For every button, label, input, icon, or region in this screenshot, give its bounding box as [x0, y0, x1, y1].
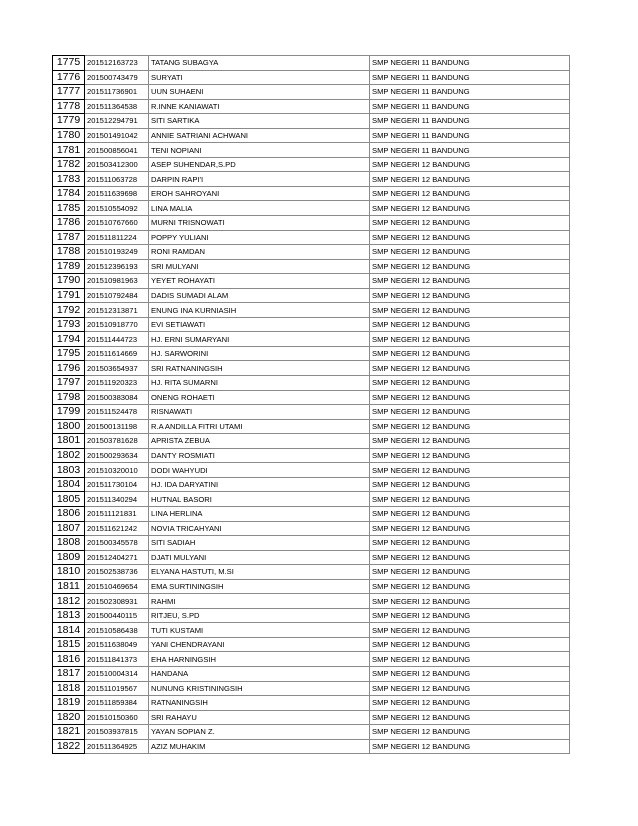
name-cell: TUTI KUSTAMI — [149, 623, 370, 638]
row-number-cell: 1817 — [53, 666, 85, 681]
school-cell: SMP NEGERI 12 BANDUNG — [370, 216, 570, 231]
table-row — [53, 274, 570, 289]
id-number-cell: 201500743479 — [85, 70, 149, 85]
row-number-cell: 1810 — [53, 565, 85, 580]
table-row — [53, 565, 570, 580]
name-cell: HJ. RITA SUMARNI — [149, 376, 370, 391]
name-cell: R.INNE KANIAWATI — [149, 99, 370, 114]
school-cell: SMP NEGERI 12 BANDUNG — [370, 725, 570, 740]
school-cell: SMP NEGERI 12 BANDUNG — [370, 230, 570, 245]
id-number-cell: 201510150360 — [85, 710, 149, 725]
table-row — [53, 245, 570, 260]
row-number-cell: 1780 — [53, 128, 85, 143]
row-number-cell: 1779 — [53, 114, 85, 129]
name-cell: POPPY YULIANI — [149, 230, 370, 245]
row-number-cell: 1778 — [53, 99, 85, 114]
name-cell: HUTNAL BASORI — [149, 492, 370, 507]
name-cell: R.A ANDILLA FITRI UTAMI — [149, 419, 370, 434]
name-cell: HANDANA — [149, 666, 370, 681]
id-number-cell: 201510792484 — [85, 288, 149, 303]
id-number-cell: 201511730104 — [85, 477, 149, 492]
table-row — [53, 143, 570, 158]
table-row — [53, 186, 570, 201]
table-row — [53, 128, 570, 143]
table-row — [53, 56, 570, 71]
id-number-cell: 201511638049 — [85, 637, 149, 652]
name-cell: TATANG SUBAGYA — [149, 56, 370, 71]
school-cell: SMP NEGERI 12 BANDUNG — [370, 317, 570, 332]
name-cell: UUN SUHAENI — [149, 85, 370, 100]
id-number-cell: 201511063728 — [85, 172, 149, 187]
id-number-cell: 201510767660 — [85, 216, 149, 231]
school-cell: SMP NEGERI 12 BANDUNG — [370, 346, 570, 361]
row-number-cell: 1807 — [53, 521, 85, 536]
row-number-cell: 1814 — [53, 623, 85, 638]
id-number-cell: 201503654937 — [85, 361, 149, 376]
row-number-cell: 1784 — [53, 186, 85, 201]
id-number-cell: 201503937815 — [85, 725, 149, 740]
table-row — [53, 550, 570, 565]
id-number-cell: 201512396193 — [85, 259, 149, 274]
row-number-cell: 1790 — [53, 274, 85, 289]
row-number-cell: 1798 — [53, 390, 85, 405]
row-number-cell: 1794 — [53, 332, 85, 347]
row-number-cell: 1803 — [53, 463, 85, 478]
school-cell: SMP NEGERI 12 BANDUNG — [370, 536, 570, 551]
school-cell: SMP NEGERI 12 BANDUNG — [370, 521, 570, 536]
row-number-cell: 1788 — [53, 245, 85, 260]
school-cell: SMP NEGERI 12 BANDUNG — [370, 681, 570, 696]
id-number-cell: 201510554092 — [85, 201, 149, 216]
name-cell: RAHMI — [149, 594, 370, 609]
name-cell: LINA MALIA — [149, 201, 370, 216]
id-number-cell: 201512313871 — [85, 303, 149, 318]
row-number-cell: 1792 — [53, 303, 85, 318]
id-number-cell: 201510469654 — [85, 579, 149, 594]
table-row — [53, 405, 570, 420]
school-cell: SMP NEGERI 12 BANDUNG — [370, 361, 570, 376]
id-number-cell: 201510918770 — [85, 317, 149, 332]
name-cell: RONI RAMDAN — [149, 245, 370, 260]
row-number-cell: 1816 — [53, 652, 85, 667]
name-cell: DODI WAHYUDI — [149, 463, 370, 478]
school-cell: SMP NEGERI 11 BANDUNG — [370, 56, 570, 71]
name-cell: YANI CHENDRAYANI — [149, 637, 370, 652]
id-number-cell: 201502308931 — [85, 594, 149, 609]
table-row — [53, 419, 570, 434]
row-number-cell: 1812 — [53, 594, 85, 609]
name-cell: EMA SURTININGSIH — [149, 579, 370, 594]
name-cell: HJ. ERNI SUMARYANI — [149, 332, 370, 347]
table-row — [53, 521, 570, 536]
id-number-cell: 201511621242 — [85, 521, 149, 536]
table-row — [53, 361, 570, 376]
row-number-cell: 1804 — [53, 477, 85, 492]
name-cell: SURYATI — [149, 70, 370, 85]
id-number-cell: 201500383084 — [85, 390, 149, 405]
table-row — [53, 99, 570, 114]
id-number-cell: 201511340294 — [85, 492, 149, 507]
id-number-cell: 201511859384 — [85, 696, 149, 711]
school-cell: SMP NEGERI 12 BANDUNG — [370, 303, 570, 318]
table-row — [53, 536, 570, 551]
id-number-cell: 201511524478 — [85, 405, 149, 420]
school-cell: SMP NEGERI 12 BANDUNG — [370, 637, 570, 652]
name-cell: EVI SETIAWATI — [149, 317, 370, 332]
table-row — [53, 696, 570, 711]
id-number-cell: 201500131198 — [85, 419, 149, 434]
name-cell: YAYAN SOPIAN Z. — [149, 725, 370, 740]
name-cell: HJ. SARWORINI — [149, 346, 370, 361]
school-cell: SMP NEGERI 12 BANDUNG — [370, 477, 570, 492]
name-cell: AZIZ MUHAKIM — [149, 739, 370, 754]
id-number-cell: 201503781628 — [85, 434, 149, 449]
table-row — [53, 637, 570, 652]
row-number-cell: 1799 — [53, 405, 85, 420]
name-cell: SRI MULYANI — [149, 259, 370, 274]
row-number-cell: 1813 — [53, 608, 85, 623]
table-row — [53, 230, 570, 245]
school-cell: SMP NEGERI 12 BANDUNG — [370, 405, 570, 420]
row-number-cell: 1801 — [53, 434, 85, 449]
id-number-cell: 201511811224 — [85, 230, 149, 245]
id-number-cell: 201511920323 — [85, 376, 149, 391]
id-number-cell: 201511736901 — [85, 85, 149, 100]
id-number-cell: 201500345578 — [85, 536, 149, 551]
id-number-cell: 201511614669 — [85, 346, 149, 361]
row-number-cell: 1811 — [53, 579, 85, 594]
name-cell: SITI SADIAH — [149, 536, 370, 551]
id-number-cell: 201502538736 — [85, 565, 149, 580]
name-cell: RATNANINGSIH — [149, 696, 370, 711]
table-row — [53, 579, 570, 594]
school-cell: SMP NEGERI 12 BANDUNG — [370, 434, 570, 449]
row-number-cell: 1802 — [53, 448, 85, 463]
id-number-cell: 201510004314 — [85, 666, 149, 681]
school-cell: SMP NEGERI 12 BANDUNG — [370, 259, 570, 274]
school-cell: SMP NEGERI 12 BANDUNG — [370, 652, 570, 667]
school-cell: SMP NEGERI 12 BANDUNG — [370, 594, 570, 609]
table-row — [53, 448, 570, 463]
row-number-cell: 1821 — [53, 725, 85, 740]
school-cell: SMP NEGERI 12 BANDUNG — [370, 245, 570, 260]
row-number-cell: 1822 — [53, 739, 85, 754]
id-number-cell: 201500293634 — [85, 448, 149, 463]
school-cell: SMP NEGERI 12 BANDUNG — [370, 288, 570, 303]
name-cell: ENUNG INA KURNIASIH — [149, 303, 370, 318]
name-cell: MURNI TRISNOWATI — [149, 216, 370, 231]
name-cell: EROH SAHROYANI — [149, 186, 370, 201]
row-number-cell: 1819 — [53, 696, 85, 711]
name-cell: SRI RATNANINGSIH — [149, 361, 370, 376]
id-number-cell: 201511364538 — [85, 99, 149, 114]
name-cell: RISNAWATI — [149, 405, 370, 420]
row-number-cell: 1776 — [53, 70, 85, 85]
school-cell: SMP NEGERI 12 BANDUNG — [370, 274, 570, 289]
table-row — [53, 492, 570, 507]
name-cell: YEYET ROHAYATI — [149, 274, 370, 289]
id-number-cell: 201510981963 — [85, 274, 149, 289]
table-row — [53, 201, 570, 216]
school-cell: SMP NEGERI 11 BANDUNG — [370, 70, 570, 85]
school-cell: SMP NEGERI 12 BANDUNG — [370, 696, 570, 711]
row-number-cell: 1808 — [53, 536, 85, 551]
table-row — [53, 710, 570, 725]
table-row — [53, 623, 570, 638]
row-number-cell: 1806 — [53, 506, 85, 521]
school-cell: SMP NEGERI 12 BANDUNG — [370, 157, 570, 172]
id-number-cell: 201501491042 — [85, 128, 149, 143]
name-cell: DANTY ROSMIATI — [149, 448, 370, 463]
table-row — [53, 114, 570, 129]
row-number-cell: 1797 — [53, 376, 85, 391]
table-row — [53, 477, 570, 492]
id-number-cell: 201511121831 — [85, 506, 149, 521]
row-number-cell: 1820 — [53, 710, 85, 725]
school-cell: SMP NEGERI 12 BANDUNG — [370, 463, 570, 478]
row-number-cell: 1775 — [53, 56, 85, 71]
name-cell: LINA HERLINA — [149, 506, 370, 521]
row-number-cell: 1818 — [53, 681, 85, 696]
school-cell: SMP NEGERI 12 BANDUNG — [370, 186, 570, 201]
row-number-cell: 1782 — [53, 157, 85, 172]
name-cell: NUNUNG KRISTININGSIH — [149, 681, 370, 696]
table-row — [53, 317, 570, 332]
table-row — [53, 332, 570, 347]
row-number-cell: 1786 — [53, 216, 85, 231]
school-cell: SMP NEGERI 12 BANDUNG — [370, 565, 570, 580]
table-row — [53, 390, 570, 405]
school-cell: SMP NEGERI 11 BANDUNG — [370, 143, 570, 158]
data-table — [52, 55, 570, 754]
school-cell: SMP NEGERI 12 BANDUNG — [370, 448, 570, 463]
row-number-cell: 1783 — [53, 172, 85, 187]
name-cell: SRI RAHAYU — [149, 710, 370, 725]
school-cell: SMP NEGERI 12 BANDUNG — [370, 550, 570, 565]
name-cell: NOVIA TRICAHYANI — [149, 521, 370, 536]
table-row — [53, 463, 570, 478]
id-number-cell: 201511444723 — [85, 332, 149, 347]
row-number-cell: 1791 — [53, 288, 85, 303]
school-cell: SMP NEGERI 12 BANDUNG — [370, 492, 570, 507]
name-cell: ONENG ROHAETI — [149, 390, 370, 405]
row-number-cell: 1793 — [53, 317, 85, 332]
school-cell: SMP NEGERI 11 BANDUNG — [370, 128, 570, 143]
school-cell: SMP NEGERI 12 BANDUNG — [370, 390, 570, 405]
table-row — [53, 216, 570, 231]
name-cell: DADIS SUMADI ALAM — [149, 288, 370, 303]
name-cell: ELYANA HASTUTI, M.SI — [149, 565, 370, 580]
school-cell: SMP NEGERI 12 BANDUNG — [370, 419, 570, 434]
table-row — [53, 376, 570, 391]
id-number-cell: 201510193249 — [85, 245, 149, 260]
name-cell: SITI SARTIKA — [149, 114, 370, 129]
name-cell: EHA HARNINGSIH — [149, 652, 370, 667]
school-cell: SMP NEGERI 12 BANDUNG — [370, 172, 570, 187]
id-number-cell: 201511364925 — [85, 739, 149, 754]
school-cell: SMP NEGERI 12 BANDUNG — [370, 506, 570, 521]
school-cell: SMP NEGERI 12 BANDUNG — [370, 710, 570, 725]
school-cell: SMP NEGERI 12 BANDUNG — [370, 666, 570, 681]
school-cell: SMP NEGERI 12 BANDUNG — [370, 608, 570, 623]
id-number-cell: 201503412300 — [85, 157, 149, 172]
school-cell: SMP NEGERI 11 BANDUNG — [370, 99, 570, 114]
table-row — [53, 506, 570, 521]
row-number-cell: 1787 — [53, 230, 85, 245]
table-body — [53, 56, 570, 754]
name-cell: ASEP SUHENDAR,S.PD — [149, 157, 370, 172]
school-cell: SMP NEGERI 12 BANDUNG — [370, 376, 570, 391]
id-number-cell: 201510586438 — [85, 623, 149, 638]
school-cell: SMP NEGERI 12 BANDUNG — [370, 739, 570, 754]
school-cell: SMP NEGERI 12 BANDUNG — [370, 579, 570, 594]
row-number-cell: 1805 — [53, 492, 85, 507]
id-number-cell: 201500440115 — [85, 608, 149, 623]
row-number-cell: 1795 — [53, 346, 85, 361]
row-number-cell: 1785 — [53, 201, 85, 216]
table-row — [53, 725, 570, 740]
table-row — [53, 608, 570, 623]
id-number-cell: 201500856041 — [85, 143, 149, 158]
school-cell: SMP NEGERI 11 BANDUNG — [370, 85, 570, 100]
table-row — [53, 85, 570, 100]
table-row — [53, 681, 570, 696]
table-row — [53, 739, 570, 754]
table-row — [53, 652, 570, 667]
id-number-cell: 201512404271 — [85, 550, 149, 565]
name-cell: ANNIE SATRIANI ACHWANI — [149, 128, 370, 143]
school-cell: SMP NEGERI 11 BANDUNG — [370, 114, 570, 129]
row-number-cell: 1815 — [53, 637, 85, 652]
name-cell: APRISTA ZEBUA — [149, 434, 370, 449]
row-number-cell: 1800 — [53, 419, 85, 434]
row-number-cell: 1789 — [53, 259, 85, 274]
id-number-cell: 201511841373 — [85, 652, 149, 667]
school-cell: SMP NEGERI 12 BANDUNG — [370, 201, 570, 216]
name-cell: RITJEU, S.PD — [149, 608, 370, 623]
name-cell: DARPIN RAPI'I — [149, 172, 370, 187]
id-number-cell: 201510320010 — [85, 463, 149, 478]
name-cell: TENI NOPIANI — [149, 143, 370, 158]
row-number-cell: 1781 — [53, 143, 85, 158]
school-cell: SMP NEGERI 12 BANDUNG — [370, 623, 570, 638]
table-row — [53, 288, 570, 303]
school-cell: SMP NEGERI 12 BANDUNG — [370, 332, 570, 347]
table-row — [53, 70, 570, 85]
table-row — [53, 594, 570, 609]
row-number-cell: 1777 — [53, 85, 85, 100]
row-number-cell: 1796 — [53, 361, 85, 376]
table-row — [53, 259, 570, 274]
id-number-cell: 201512163723 — [85, 56, 149, 71]
table-row — [53, 666, 570, 681]
table-row — [53, 172, 570, 187]
name-cell: HJ. IDA DARYATINI — [149, 477, 370, 492]
row-number-cell: 1809 — [53, 550, 85, 565]
name-cell: DJATI MULYANI — [149, 550, 370, 565]
id-number-cell: 201512294791 — [85, 114, 149, 129]
id-number-cell: 201511019567 — [85, 681, 149, 696]
table-row — [53, 346, 570, 361]
table-row — [53, 303, 570, 318]
table-row — [53, 157, 570, 172]
table-row — [53, 434, 570, 449]
id-number-cell: 201511639698 — [85, 186, 149, 201]
